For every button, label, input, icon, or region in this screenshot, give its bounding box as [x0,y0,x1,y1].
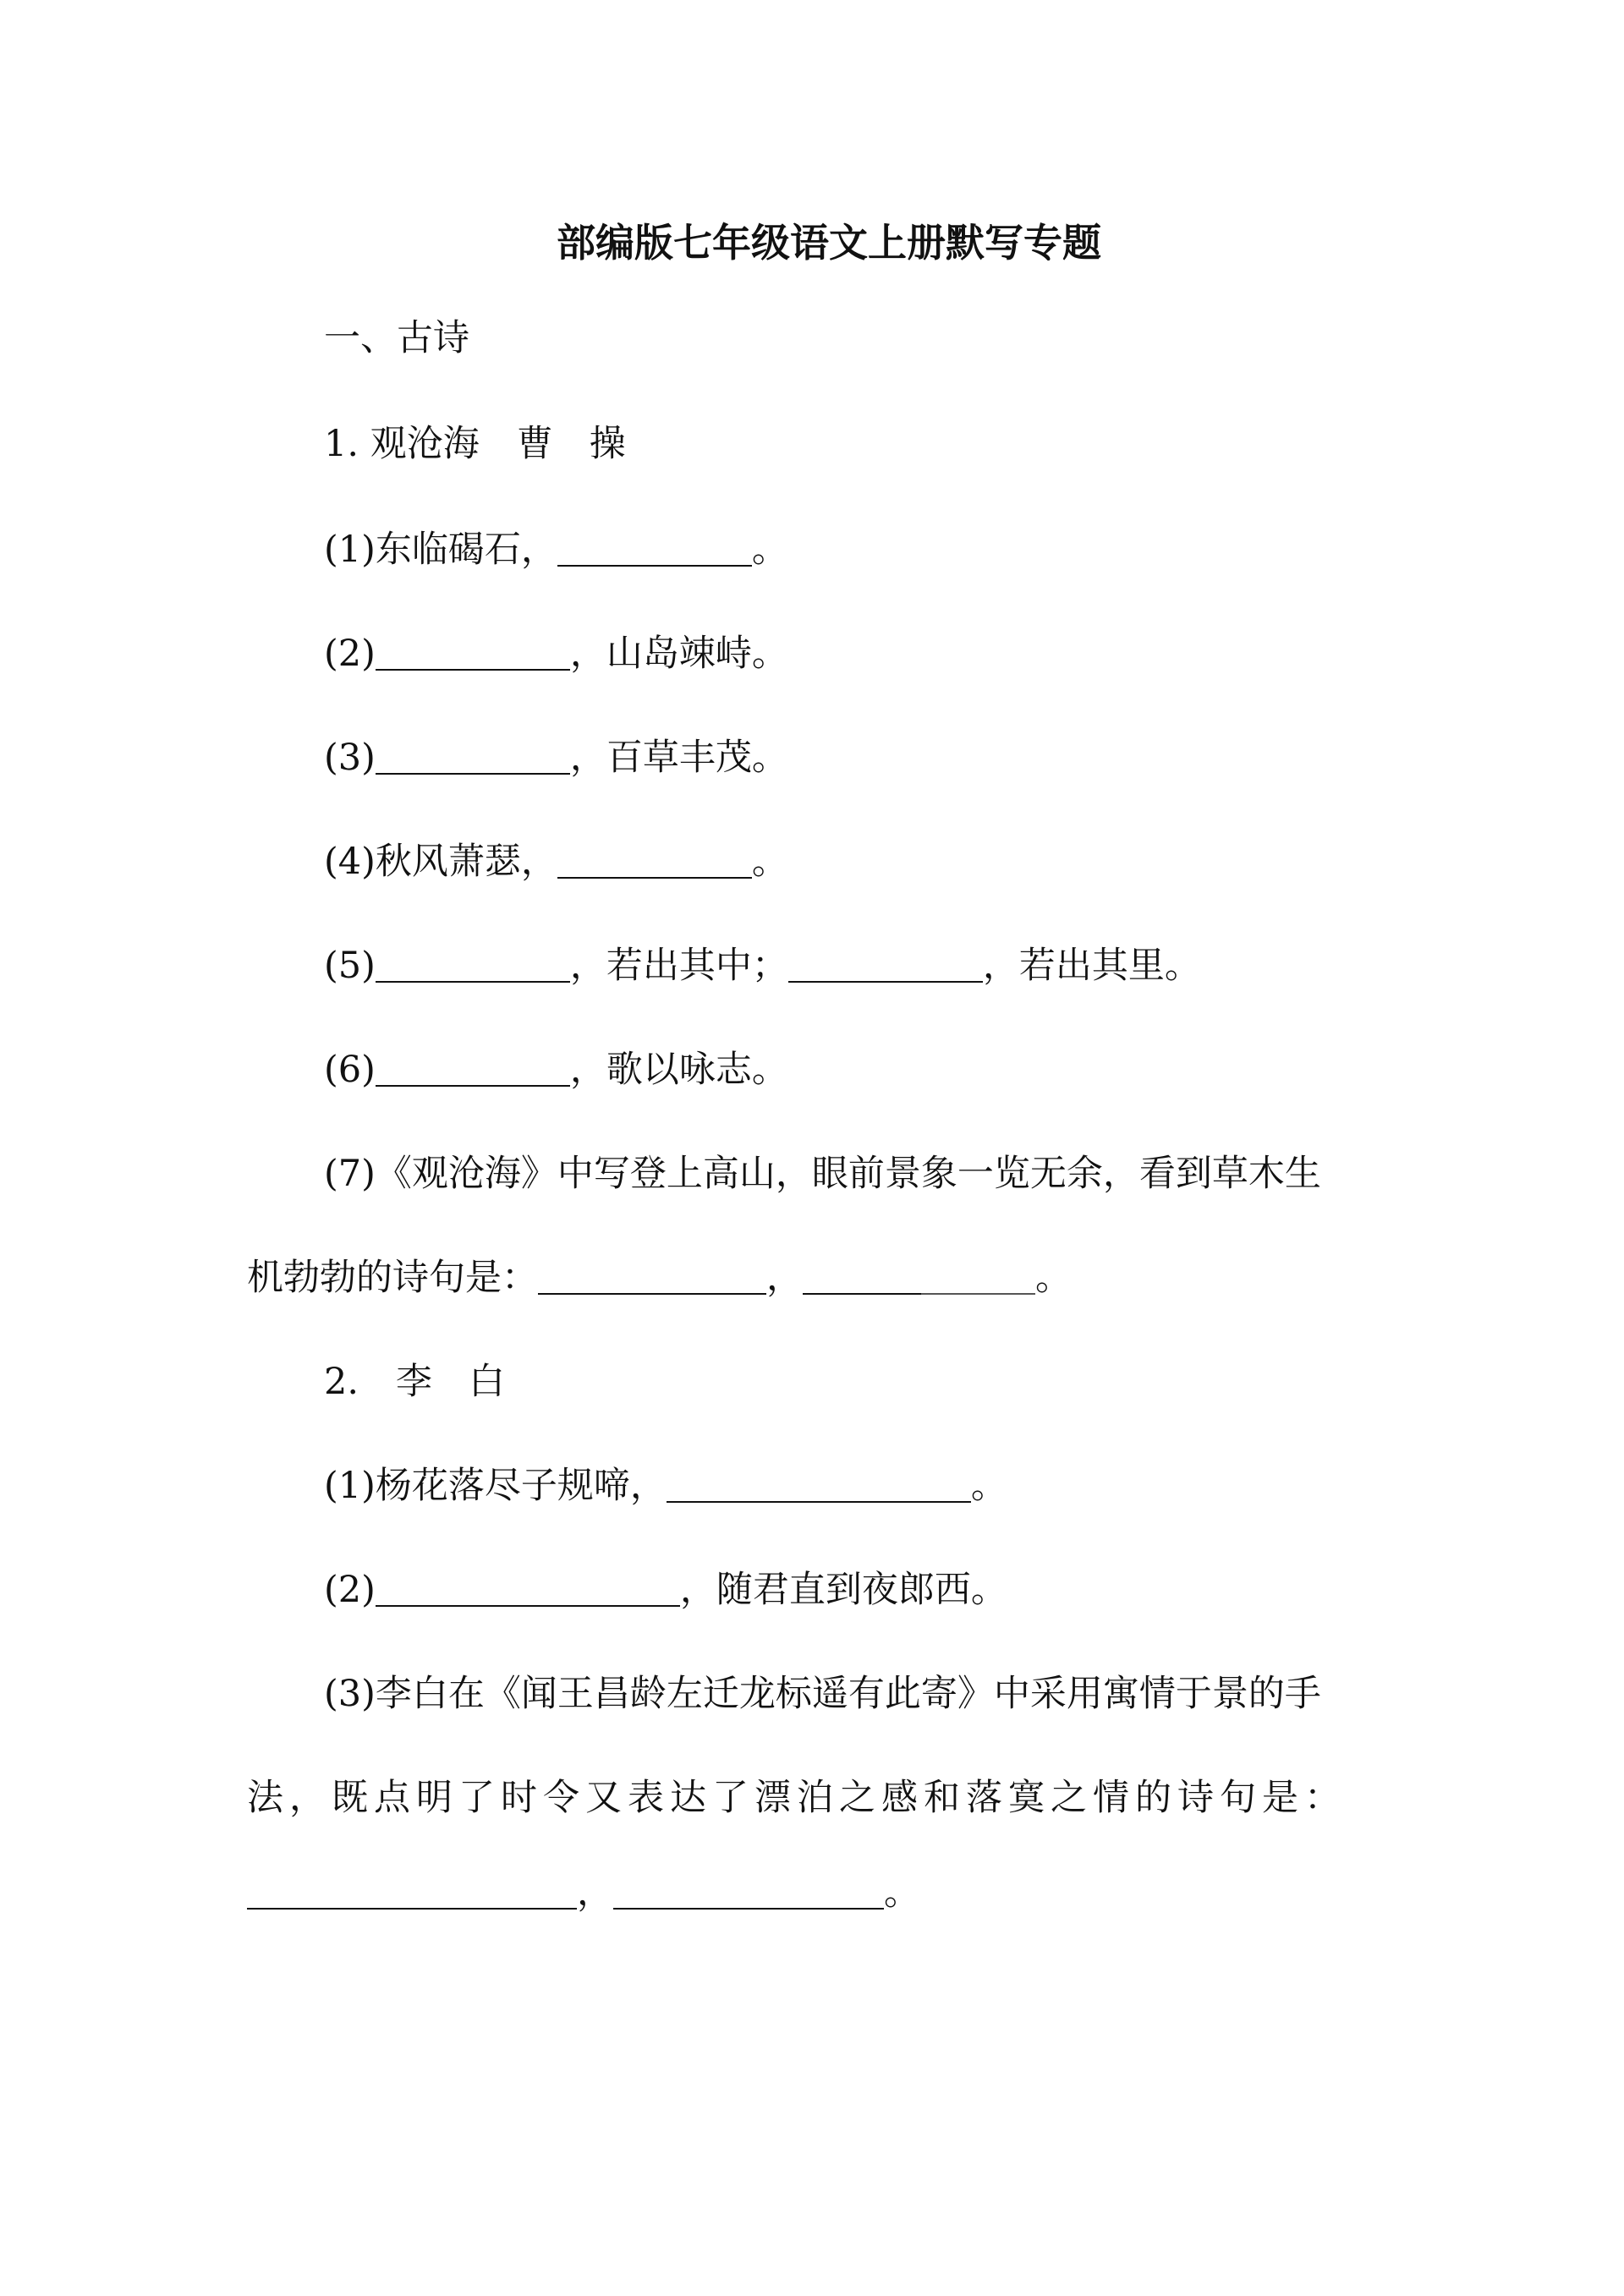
q-number: (1) [324,1465,376,1507]
q-number: (3) [324,1673,376,1715]
q-text: 秋风萧瑟， [375,841,557,883]
q-number: (2) [324,1569,376,1611]
poem2-author: 李 白 [396,1361,506,1403]
answer-blank[interactable] [613,1871,884,1910]
q-text: 的诗句是： [1135,1777,1347,1819]
q-number: (4) [324,841,376,883]
q-number: (3) [324,737,376,779]
answer-blank[interactable] [376,1048,570,1087]
q-text-mid: ，若出其中； [569,945,788,987]
q-number: (5) [324,945,376,987]
q-text: ，随君直到夜郎西。 [679,1569,1007,1611]
poem2-q2 [324,1564,1007,1615]
poem1-number: 1. [324,423,359,465]
answer-blank[interactable] [247,1871,577,1910]
answer-blank[interactable] [667,1464,971,1503]
q-text: ，山岛竦峙。 [569,633,788,675]
q-text: ，歌以咏志。 [569,1049,788,1091]
poem1-heading [324,419,626,469]
q-number: (6) [324,1049,376,1091]
answer-blank[interactable] [803,1256,921,1295]
q-separator: ， [766,1257,803,1299]
section-heading: 一、古诗 [324,317,469,359]
q-text: 法，既点明了时令又表达了 [247,1777,754,1819]
q-end: 。 [970,1465,1007,1507]
q-text: 李白在《闻王昌龄左迁龙标遥有此寄》中采用 [375,1673,1103,1715]
q-emphasis: 机勃勃 [247,1257,356,1299]
poem2-heading [324,1356,505,1407]
q-emphasis: 草木生 [1211,1153,1321,1195]
q-end: ，若出其里。 [982,945,1201,987]
q-text: ，百草丰茂。 [569,737,788,779]
answer-blank[interactable] [376,736,570,775]
q-end: 。 [751,841,788,883]
q-emphasis: 漂泊之感 [754,1777,924,1819]
poem2-q3-line2 [247,1773,1347,1823]
q-end: 。 [1035,1257,1072,1299]
q-text: 的手 [1248,1673,1321,1715]
poem1-q7-line1 [324,1148,1321,1199]
answer-blank[interactable] [538,1256,766,1295]
q-end: 。 [884,1871,920,1914]
poem1-q3 [324,732,788,783]
poem1-q6 [324,1044,788,1095]
poem1-title: 观沧海 [370,423,480,465]
poem1-q7-line2 [247,1252,1072,1303]
poem2-q1 [324,1460,1007,1511]
answer-blank[interactable] [921,1256,1035,1295]
answer-blank[interactable] [376,1568,680,1607]
q-text: 的诗句是： [356,1257,538,1299]
document-title: 部编版七年级语文上册默写专题 [557,220,1101,266]
answer-blank[interactable] [376,632,570,671]
poem2-q3-line3 [247,1867,920,1918]
q-text: 东临碣石， [375,529,557,571]
poem1-author: 曹 操 [516,423,626,465]
q-number: (1) [324,529,376,571]
answer-blank[interactable] [557,528,752,567]
poem1-q4 [324,836,788,887]
answer-blank[interactable] [557,840,752,879]
poem1-q5 [324,940,1201,991]
q-number: (7) [324,1153,376,1195]
q-text: 杨花落尽子规啼， [375,1465,667,1507]
q-end: 。 [751,529,788,571]
q-emphasis: 落寞之情 [966,1777,1135,1819]
q-emphasis: 寓情于景 [1102,1673,1248,1715]
poem1-q2 [324,628,788,679]
q-separator: ， [577,1871,613,1914]
poem1-q1 [324,524,788,575]
q-text: 和 [924,1777,966,1819]
poem2-number: 2. [324,1361,359,1403]
answer-blank[interactable] [788,944,983,983]
poem2-q3-line1 [324,1669,1321,1719]
q-text: 《观沧海》中写登上高山，眼前景象一览无余，看到 [375,1153,1212,1195]
answer-blank[interactable] [376,944,570,983]
q-number: (2) [324,633,376,675]
